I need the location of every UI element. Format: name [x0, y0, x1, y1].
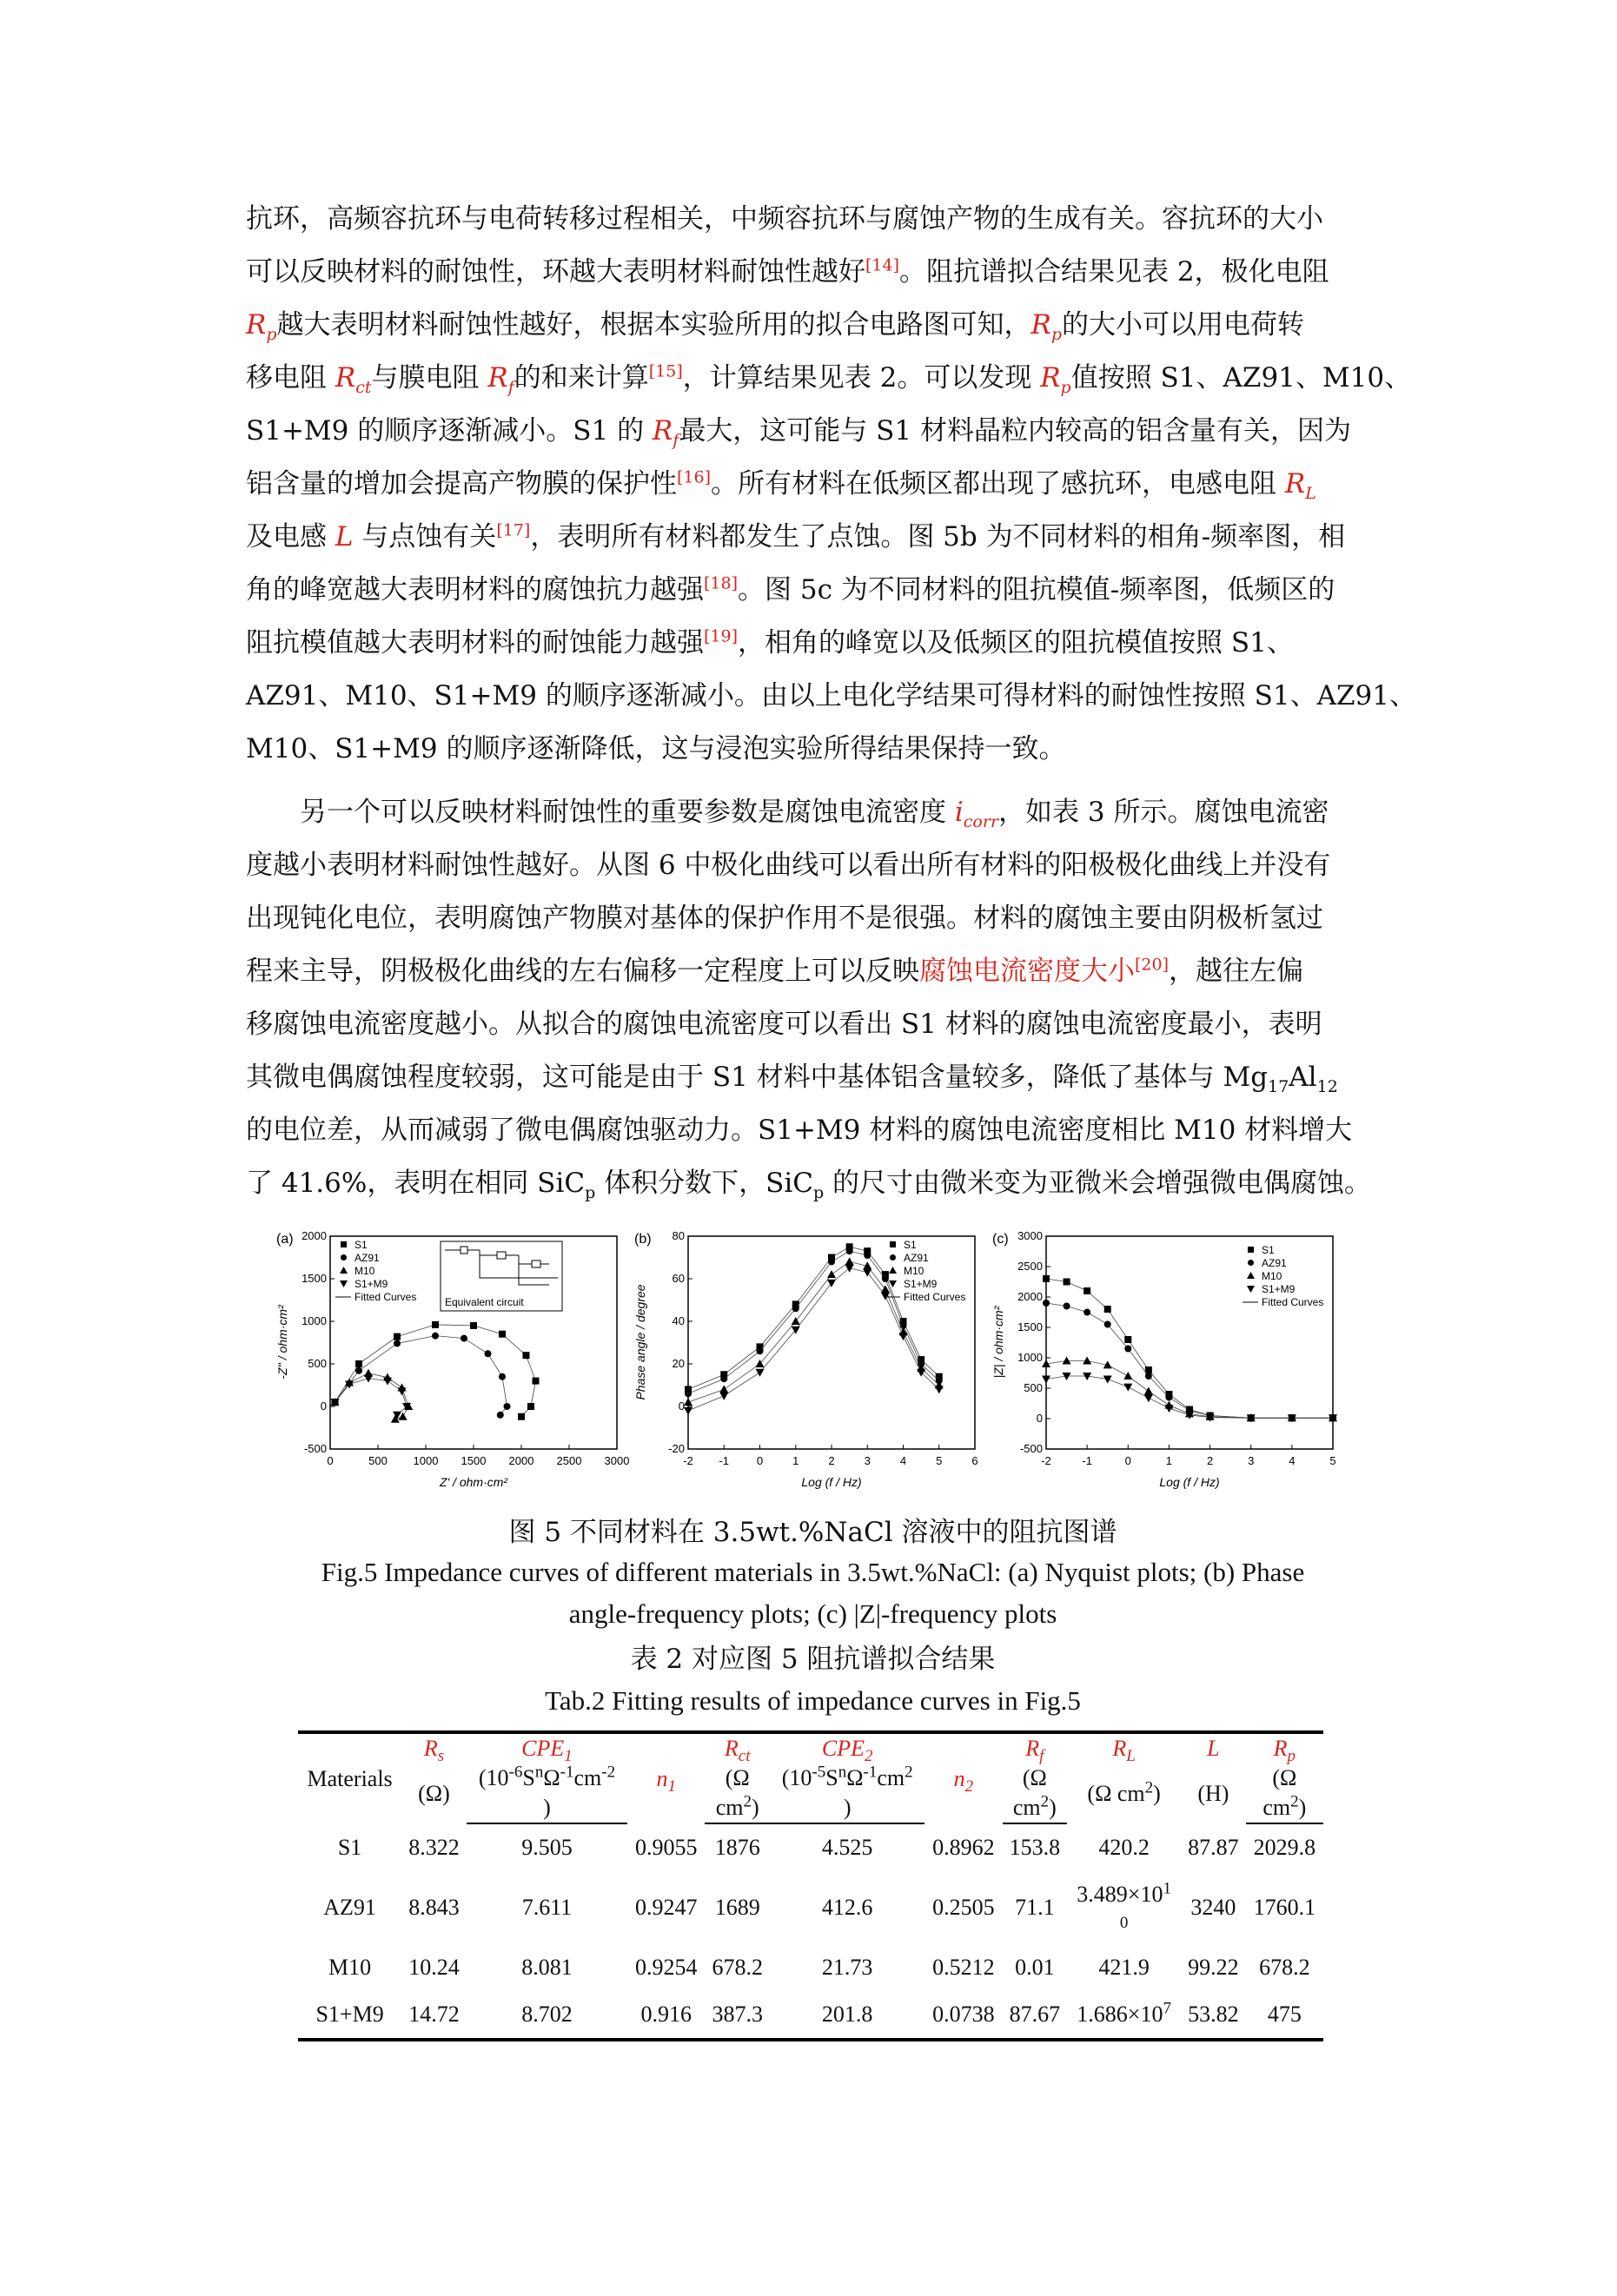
- cell-l: 3240: [1190, 1895, 1236, 1920]
- cell-cpe1: 9.505: [521, 1835, 573, 1860]
- data-point-s1: [1104, 1306, 1111, 1313]
- cell-rct: 678.2: [712, 1955, 763, 1980]
- data-point-s1: [518, 1413, 525, 1420]
- table-row: [298, 1944, 1323, 1991]
- y-tick-label: 1500: [302, 1272, 327, 1285]
- cell-n1: 0.916: [627, 1991, 705, 2040]
- p1-line-10: AZ91、M10、S1+M9 的顺序逐渐减小。由以上电化学结果可得材料的耐蚀性按照 S1、AZ91、: [246, 680, 1416, 711]
- p1-line-9: 阻抗模值越大表明材料的耐蚀能力越强[19]，相角的峰宽以及低频区的阻抗模值按照 S1、: [246, 626, 1294, 658]
- legend-label: S1+M9: [904, 1278, 938, 1290]
- p2-line-2: 度越小表明材料耐蚀性越好。从图 6 中极化曲线可以看出所有材料的阳极极化曲线上并没有: [246, 850, 1331, 881]
- cell-rl: 421.9: [1098, 1955, 1150, 1980]
- cell-n1: 0.9055: [635, 1834, 698, 1860]
- unit-rct-b: $cm^2$): [705, 1793, 770, 1823]
- cell-rs: 8.843: [408, 1895, 460, 1920]
- data-point-s1: [355, 1360, 362, 1367]
- x-tick-label: 2000: [508, 1454, 534, 1467]
- p1-line-6: 铝含量的增加会提高产物膜的保护性[16]。所有材料在低频区都出现了感抗环，电感电阻 $R_L$: [246, 467, 1316, 504]
- data-point-az91: [485, 1350, 492, 1357]
- legend-label: Fitted Curves: [904, 1291, 966, 1303]
- col-rp: $R_p$: [1246, 1732, 1323, 1763]
- panel-c-label: (c): [992, 1232, 1009, 1247]
- equivalent-circuit-inset: [441, 1241, 562, 1311]
- unit-l: (H): [1197, 1780, 1229, 1806]
- data-point-az91: [846, 1247, 853, 1254]
- p2-line-5: 移腐蚀电流密度越小。从拟合的腐蚀电流密度可以看出 S1 材料的腐蚀电流密度最小，表明: [246, 1009, 1322, 1040]
- cell-n1: 0.9247: [635, 1895, 698, 1920]
- impedance-modulus-plot: [987, 1229, 1359, 1490]
- legend-marker: [340, 1267, 348, 1274]
- table-row: [298, 1823, 1323, 1871]
- cell-cpe2: 201.8: [770, 1991, 924, 2040]
- legend-label: AZ91: [904, 1252, 929, 1264]
- data-point-s1: [499, 1331, 506, 1338]
- y-tick-label: -500: [303, 1442, 327, 1455]
- cell-cpe1: 7.611: [521, 1895, 573, 1920]
- data-point-s1-m9: [684, 1407, 693, 1415]
- cell-cpe2: 21.73: [821, 1955, 873, 1980]
- x-tick-label: 3000: [604, 1454, 630, 1467]
- x-tick-label: 5: [1329, 1454, 1336, 1467]
- legend-label: Fitted Curves: [355, 1291, 417, 1303]
- cell-n2: 0.2505: [932, 1895, 995, 1920]
- legend-marker: [1248, 1260, 1254, 1266]
- figure-caption-en-1: Fig.5 Impedance curves of different materials in 3.5wt.%NaCl: (a) Nyquist plots; (b) Phase: [321, 1557, 1305, 1587]
- data-point-az91: [461, 1335, 467, 1342]
- data-point-s1: [523, 1352, 530, 1359]
- x-tick-label: 0: [756, 1454, 764, 1467]
- cell-rp: 475: [1246, 1991, 1323, 2040]
- y-tick-label: 20: [672, 1357, 685, 1370]
- x-tick-label: -2: [1041, 1454, 1051, 1467]
- cell-cpe1: 8.081: [521, 1955, 573, 1980]
- p1-line-1: 抗环，高频容抗环与电荷转移过程相关，中频容抗环与腐蚀产物的生成有关。容抗环的大小: [246, 203, 1323, 235]
- legend-marker: [1247, 1286, 1255, 1293]
- panel-a-legend: [335, 1239, 416, 1303]
- cell-cpe2: 4.525: [821, 1835, 873, 1860]
- cell-rs: 10.24: [408, 1955, 460, 1980]
- col-cpe1: $CPE_1$: [467, 1732, 627, 1763]
- legend-label: Fitted Curves: [1262, 1296, 1324, 1308]
- fitting-results-table: [298, 1730, 1323, 2041]
- panel-b-ylabel: Phase angle / degree: [633, 1284, 647, 1400]
- data-point-s1-m9: [899, 1333, 908, 1340]
- p1-line-8: 角的峰宽越大表明材料的腐蚀抗力越强[18]。图 5c 为不同材料的阻抗模值-频率图，低频区的: [246, 573, 1335, 605]
- y-tick-label: 2000: [302, 1229, 327, 1242]
- data-point-az91: [355, 1367, 362, 1374]
- cell-l: 53.82: [1181, 1991, 1246, 2040]
- panel-a-label: (a): [276, 1232, 294, 1247]
- data-point-m10: [719, 1385, 728, 1393]
- legend-marker: [1247, 1272, 1255, 1279]
- cell-cpe1: 8.702: [467, 1991, 627, 2040]
- data-point-s1-m9: [1103, 1376, 1112, 1384]
- y-tick-label: 1500: [1017, 1320, 1043, 1333]
- y-tick-label: 2500: [1017, 1260, 1043, 1273]
- data-point-s1: [432, 1321, 439, 1328]
- col-materials: Materials: [298, 1732, 401, 1823]
- y-tick-label: 0: [1036, 1412, 1043, 1425]
- citation-14[interactable]: [14]: [865, 255, 900, 275]
- data-point-s1: [533, 1378, 540, 1385]
- legend-marker: [340, 1280, 348, 1287]
- unit-cpe2-close: ): [770, 1793, 924, 1823]
- cell-m: AZ91: [323, 1895, 376, 1920]
- p1-line-4: 移电阻 $R_{ct}$与膜电阻 $R_f$的和来计算[15]，计算结果见表 2。可以发现 $R_p$值按照 S1、AZ91、M10、: [246, 361, 1412, 398]
- col-rct: $R_{ct}$: [705, 1732, 770, 1763]
- data-point-s1-m9: [1144, 1394, 1153, 1402]
- cell-rf: 71.1: [1015, 1895, 1055, 1920]
- p2-line-3: 出现钝化电位，表明腐蚀产物膜对基体的保护作用不是很强。材料的腐蚀主要由阴极析氢过: [246, 903, 1323, 934]
- cell-rf: 87.67: [1003, 1991, 1068, 2040]
- x-tick-label: 0: [1124, 1454, 1131, 1467]
- y-tick-label: -20: [668, 1442, 685, 1455]
- data-point-az91: [432, 1333, 439, 1340]
- paragraph-2: [246, 786, 1380, 1210]
- panel-a-xlabel: Z' / ohm·cm²: [439, 1475, 508, 1489]
- panel-b-legend: [885, 1239, 965, 1303]
- col-l: L: [1181, 1732, 1246, 1763]
- cell-rs: 14.72: [401, 1991, 467, 2040]
- x-tick-label: 4: [1289, 1454, 1296, 1467]
- data-point-s1-m9: [935, 1386, 944, 1393]
- data-point-s1-m9: [1042, 1376, 1050, 1384]
- citation-19[interactable]: [19]: [704, 626, 739, 646]
- panel-a-ylabel: -Z'' / ohm·cm²: [275, 1305, 289, 1380]
- x-tick-label: -2: [683, 1454, 693, 1467]
- legend-marker: [889, 1267, 897, 1274]
- x-tick-label: 3: [864, 1454, 871, 1467]
- data-point-s1: [527, 1403, 534, 1410]
- data-point-az91: [757, 1347, 764, 1354]
- table-header-row-2: [298, 1763, 1323, 1793]
- y-tick-label: 80: [672, 1229, 685, 1242]
- cell-n1: 0.9254: [635, 1955, 698, 1980]
- col-n2: $n_2$: [924, 1732, 1002, 1823]
- table-title-en: Tab.2 Fitting results of impedance curves in Fig.5: [545, 1685, 1081, 1716]
- x-tick-label: 5: [936, 1454, 943, 1467]
- panel-c-xlabel: Log (f / Hz): [1159, 1475, 1220, 1489]
- y-tick-label: 1000: [1017, 1351, 1043, 1364]
- data-point-az91: [1043, 1300, 1050, 1307]
- paragraph-1: [246, 193, 1416, 776]
- y-tick-label: 500: [1024, 1381, 1043, 1394]
- panel-b-label: (b): [634, 1232, 652, 1247]
- data-point-az91: [497, 1412, 504, 1419]
- p2-line-7: 的电位差，从而减弱了微电偶腐蚀驱动力。S1+M9 材料的腐蚀电流密度相比 M10 材料增大: [246, 1115, 1353, 1146]
- p1-line-11: M10、S1+M9 的顺序逐渐降低，这与浸泡实验所得结果保持一致。: [246, 733, 1066, 764]
- cell-rl: $3.489\times 10^1$ 0: [1077, 1879, 1171, 1932]
- x-tick-label: 2: [1206, 1454, 1214, 1467]
- panel-b-xlabel: Log (f / Hz): [801, 1475, 862, 1489]
- data-point-m10: [845, 1257, 854, 1265]
- unit-rf-b: $cm^2$): [1003, 1793, 1068, 1823]
- y-tick-label: 1000: [302, 1314, 327, 1327]
- p2-line-4: 程来主导，阴极极化曲线的左右偏移一定程度上可以反映腐蚀电流密度大小[20]，越往左偏: [246, 955, 1304, 987]
- citation-20[interactable]: [20]: [1135, 955, 1170, 975]
- y-tick-label: 2000: [1017, 1290, 1043, 1303]
- data-point-az91: [685, 1390, 692, 1397]
- panel-c-ylabel: |Z| / ohm·cm²: [991, 1306, 1005, 1379]
- col-rf: $R_f$: [1003, 1732, 1068, 1763]
- p1-line-5: S1+M9 的顺序逐渐减小。S1 的 $R_f$最大，这可能与 S1 材料晶粒内较高的铝含量有关，因为: [246, 415, 1351, 451]
- legend-marker: [890, 1254, 896, 1260]
- cell-rs: 8.322: [408, 1834, 460, 1860]
- cell-l: 99.22: [1188, 1955, 1239, 1980]
- data-point-s1: [1124, 1336, 1131, 1343]
- y-tick-label: 40: [672, 1314, 685, 1327]
- data-point-s1: [1043, 1275, 1050, 1282]
- x-tick-label: 500: [368, 1454, 388, 1467]
- col-rs: $R_s$: [401, 1732, 467, 1763]
- data-point-s1: [470, 1322, 477, 1329]
- p2-line-1: 另一个可以反映材料耐蚀性的重要参数是腐蚀电流密度 $i_{corr}$，如表 3 所示。腐蚀电流密: [300, 797, 1329, 832]
- unit-cpe1: ($10^{-6}S^n\Omega^{-1}cm^{-2}$: [478, 1763, 616, 1790]
- data-point-az91: [882, 1275, 889, 1282]
- data-point-az91: [1064, 1303, 1070, 1310]
- cell-cpe2: 412.6: [821, 1895, 873, 1920]
- legend-label: S1+M9: [355, 1278, 388, 1290]
- unit-rf-a: (Ω: [1022, 1765, 1047, 1790]
- inset-label: Equivalent circuit: [445, 1296, 524, 1308]
- cell-n2: 0.8962: [932, 1834, 995, 1860]
- citation-18[interactable]: [18]: [704, 573, 739, 593]
- table-title-cn: 表 2 对应图 5 阻抗谱拟合结果: [630, 1644, 996, 1675]
- cell-rf: 153.8: [1009, 1835, 1061, 1860]
- legend-label: S1: [904, 1239, 917, 1251]
- data-point-s1-m9: [827, 1280, 836, 1287]
- citation-15[interactable]: [15]: [648, 361, 683, 381]
- data-point-m10: [827, 1270, 836, 1278]
- cell-rp: 1760.1: [1253, 1895, 1316, 1920]
- data-point-m10: [684, 1398, 693, 1406]
- x-tick-label: 6: [971, 1454, 978, 1467]
- data-point-s1: [1064, 1279, 1070, 1286]
- unit-cpe1-close: ): [467, 1793, 627, 1823]
- citation-16[interactable]: [16]: [677, 467, 712, 487]
- x-tick-label: 2: [828, 1454, 835, 1467]
- phase-angle-plot: [629, 1229, 994, 1490]
- legend-marker: [890, 1241, 896, 1247]
- data-point-az91: [864, 1252, 871, 1259]
- citation-17[interactable]: [17]: [496, 520, 531, 540]
- legend-label: S1+M9: [1262, 1283, 1296, 1295]
- unit-rp-a: (Ω: [1272, 1765, 1297, 1790]
- col-rl: $R_L$: [1067, 1732, 1181, 1763]
- y-tick-label: 0: [320, 1399, 327, 1413]
- legend-label: M10: [904, 1265, 924, 1277]
- cell-rct: 1876: [714, 1835, 760, 1860]
- nyquist-plot: [271, 1229, 636, 1490]
- cell-m: S1: [337, 1834, 362, 1860]
- y-tick-label: 60: [672, 1272, 685, 1285]
- data-point-m10: [1123, 1372, 1132, 1380]
- cell-rct: 387.3: [705, 1991, 770, 2040]
- legend-label: AZ91: [355, 1252, 380, 1264]
- data-point-s1-m9: [719, 1393, 728, 1400]
- unit-rp-b: $cm^2$): [1246, 1793, 1323, 1823]
- data-point-s1: [1084, 1287, 1090, 1294]
- x-tick-label: 1: [1165, 1454, 1173, 1467]
- data-point-s1-m9: [756, 1369, 765, 1377]
- cell-rl: 420.2: [1098, 1834, 1150, 1860]
- p2-line-6: 其微电偶腐蚀程度较弱，这可能是由于 S1 材料中基体铝含量较多，降低了基体与 $Mg_{17}Al_{12}$: [246, 1062, 1338, 1097]
- cell-rct: 1689: [714, 1895, 760, 1920]
- data-point-s1-m9: [1123, 1384, 1132, 1392]
- x-tick-label: 1000: [413, 1454, 439, 1467]
- x-tick-label: -1: [719, 1454, 730, 1467]
- x-tick-label: -1: [1082, 1454, 1092, 1467]
- panel-c-legend: [1243, 1244, 1323, 1308]
- data-point-az91: [1165, 1394, 1172, 1401]
- p1-line-7: 及电感 L 与点蚀有关[17]，表明所有材料都发生了点蚀。图 5b 为不同材料的相角-频率图，相: [246, 520, 1346, 552]
- cell-rp: 678.2: [1259, 1955, 1310, 1980]
- data-point-az91: [1145, 1373, 1152, 1380]
- table-row: [298, 1991, 1323, 2040]
- legend-label: M10: [1262, 1270, 1282, 1282]
- cell-n2: 0.5212: [932, 1955, 995, 1980]
- data-point-m10: [1063, 1357, 1071, 1365]
- data-point-az91: [499, 1373, 506, 1380]
- legend-label: AZ91: [1262, 1257, 1287, 1269]
- data-point-az91: [1104, 1321, 1111, 1328]
- data-point-az91: [1084, 1309, 1090, 1316]
- y-tick-label: 3000: [1017, 1229, 1043, 1242]
- data-point-az91: [720, 1375, 727, 1382]
- x-tick-label: 3: [1248, 1454, 1255, 1467]
- data-point-az91: [828, 1258, 835, 1265]
- legend-marker: [1248, 1247, 1254, 1253]
- legend-marker: [341, 1241, 347, 1247]
- data-point-az91: [1124, 1346, 1131, 1353]
- p1-line-2: 可以反映材料的耐蚀性，环越大表明材料耐蚀性越好[14]。阻抗谱拟合结果见表 2，极化电阻: [246, 255, 1329, 288]
- legend-label: S1: [355, 1239, 368, 1251]
- unit-rl: (Ω $cm^2$): [1087, 1777, 1161, 1806]
- fitted-curve-az91: [335, 1336, 507, 1415]
- cell-m: S1+M9: [298, 1991, 401, 2040]
- cell-rp: 2029.8: [1253, 1835, 1316, 1860]
- figure-caption-cn: 图 5 不同材料在 3.5wt.%NaCl 溶液中的阻抗图谱: [508, 1517, 1117, 1548]
- cell-rf: 0.01: [1015, 1955, 1055, 1980]
- data-point-s1: [394, 1333, 401, 1340]
- data-point-m10: [1144, 1387, 1153, 1395]
- y-tick-label: 500: [308, 1357, 327, 1370]
- x-tick-label: 1500: [461, 1454, 487, 1467]
- data-point-m10: [1083, 1357, 1091, 1365]
- y-tick-label: -500: [1019, 1442, 1043, 1455]
- y-tick-label: 0: [678, 1399, 685, 1413]
- table-header-row-1: [298, 1732, 1323, 1763]
- col-n1: $n_1$: [627, 1732, 705, 1823]
- legend-marker: [341, 1254, 347, 1260]
- x-tick-label: 2500: [556, 1454, 582, 1467]
- figure-caption-en-2: angle-frequency plots; (c) |Z|-frequency plots: [568, 1598, 1057, 1629]
- data-point-s1-m9: [383, 1378, 392, 1386]
- figure-5: [271, 1229, 1359, 1490]
- col-cpe2: $CPE_2$: [770, 1732, 924, 1763]
- cell-rl: $1.686\times 10^7$: [1067, 1991, 1181, 2040]
- data-point-az91: [792, 1305, 799, 1312]
- table-row: [298, 1871, 1323, 1944]
- legend-label: S1: [1262, 1244, 1275, 1256]
- data-point-s1-m9: [863, 1269, 871, 1277]
- p2-line-8: 了 41.6%，表明在相同 SiC$_p$ 体积分数下，SiC$_p$ 的尺寸由微米变为亚微米会增强微电偶腐蚀。: [246, 1168, 1371, 1203]
- unit-rs: (Ω): [418, 1780, 450, 1806]
- data-point-az91: [394, 1340, 401, 1347]
- data-point-s1-m9: [398, 1387, 407, 1395]
- x-tick-label: 4: [899, 1454, 907, 1467]
- p1-line-3: $R_p$越大表明材料耐蚀性越好，根据本实验所用的拟合电路图可知，$R_p$的大小可以用电荷转: [246, 309, 1305, 345]
- unit-cpe2: ($10^{-5}S^n\Omega^{-1}cm^2$: [781, 1763, 913, 1790]
- cell-m: M10: [328, 1955, 372, 1980]
- x-tick-label: 0: [327, 1454, 334, 1467]
- data-point-az91: [504, 1403, 511, 1410]
- cell-l: 87.87: [1188, 1834, 1239, 1860]
- unit-rct-a: (Ω: [725, 1765, 750, 1790]
- data-point-m10: [792, 1317, 800, 1325]
- x-tick-label: 1: [792, 1454, 799, 1467]
- cell-n2: 0.0738: [924, 1991, 1002, 2040]
- legend-label: M10: [355, 1265, 375, 1277]
